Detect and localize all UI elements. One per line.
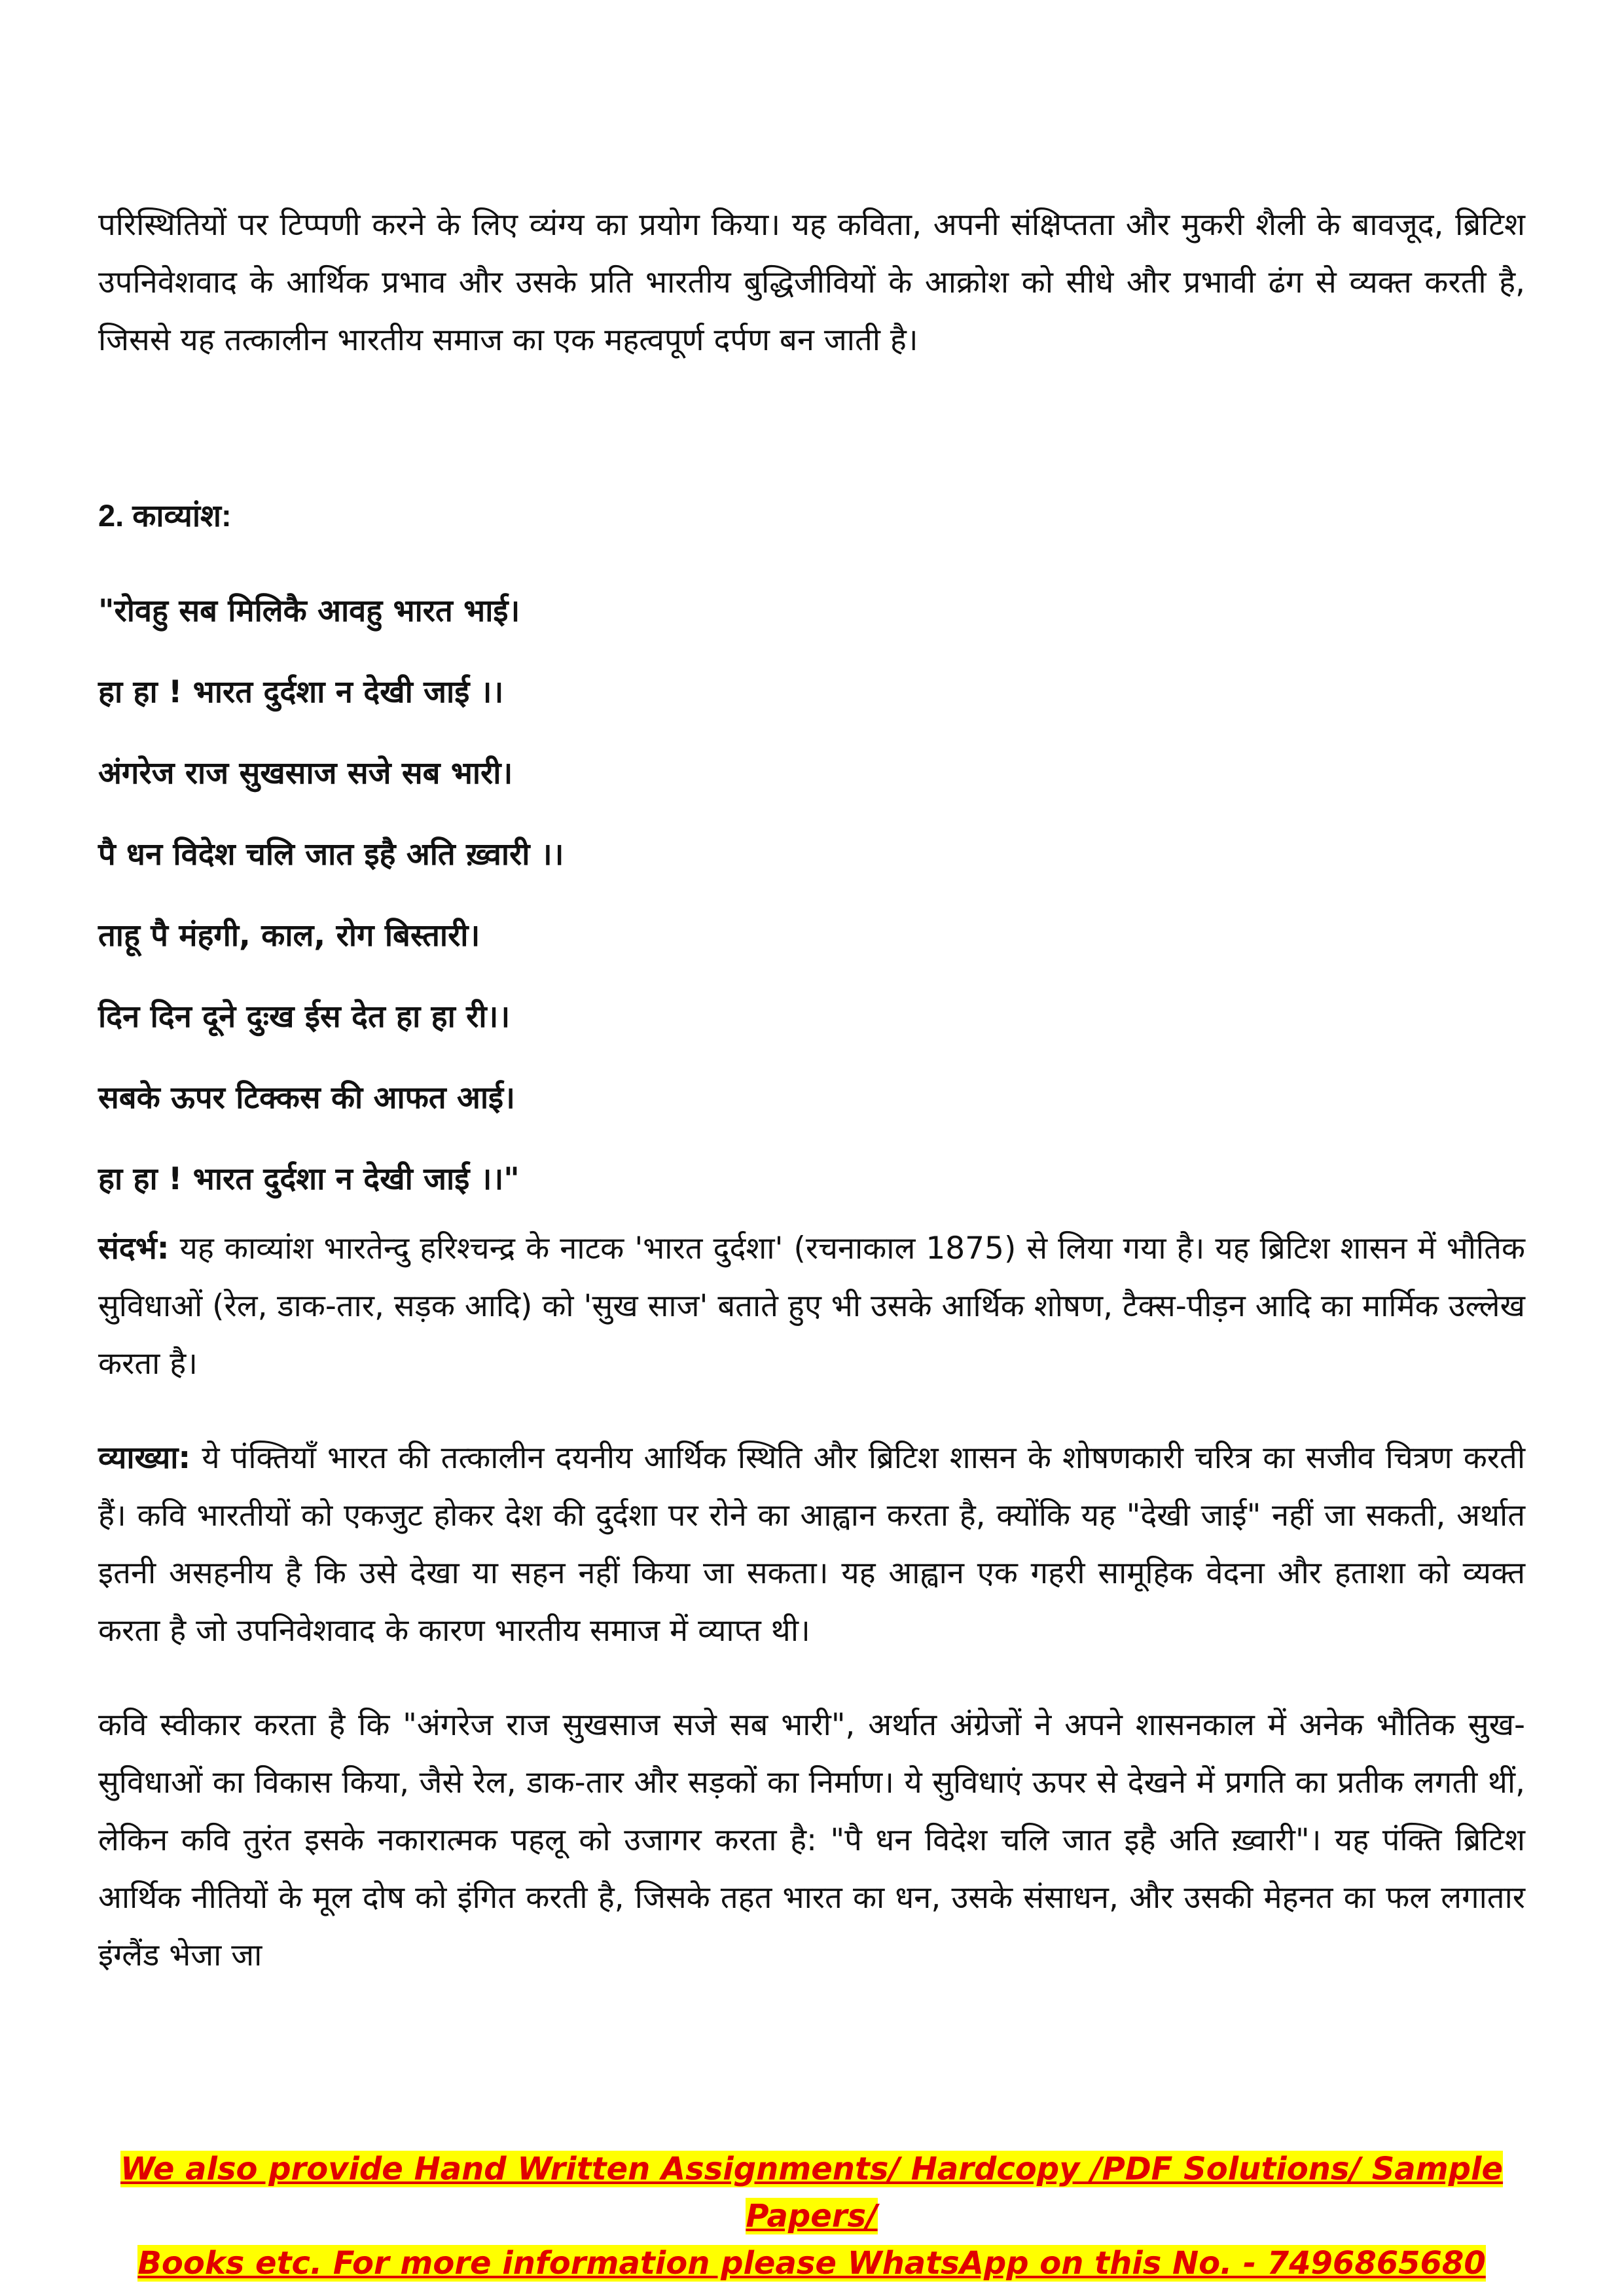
explanation-label: व्याख्या: — [98, 1440, 191, 1476]
explanation-text: ये पंक्तियाँ भारत की तत्कालीन दयनीय आर्थिक स्थिति और ब्रिटिश शासन के शोषणकारी चरित्र का सजीव चित्रण करती हैं। कवि भारतीयों को एकजुट होकर देश की दुर्दशा पर रोने का आह्वान करता है, क्योंकि यह "देखी जाई" नहीं जा सकती, अर्थात इतनी असहनीय है कि उसे देखा या सहन नहीं किया जा सकता। यह आह्वान एक गहरी सामूहिक वेदना और हताशा को व्यक्त करता है जो उपनिवेशवाद के कारण भारतीय समाज में व्याप्त थी। — [98, 1440, 1525, 1649]
verse-line: हा हा ! भारत दुर्दशा न देखी जाई ।।" — [98, 1161, 520, 1197]
verse-line: ताहू पै मंहगी, काल, रोग बिस्तारी। — [98, 918, 480, 954]
explanation-paragraph — [98, 1429, 1525, 1660]
footer-notice — [98, 2145, 1525, 2287]
footer-line-1: We also provide Hand Written Assignments/ Hardcopy /PDF Solutions/ Sample Papers/ — [120, 2151, 1504, 2234]
reference-label: संदर्भ: — [98, 1230, 170, 1266]
verse-block — [98, 571, 1525, 1220]
verse-line: दिन दिन दूने दुःख ईस देत हा हा री।। — [98, 999, 511, 1035]
section-heading: 2. काव्यांश: — [98, 498, 232, 533]
verse-line: "रोवहु सब मिलिकै आवहु भारत भाई। — [98, 593, 520, 629]
verse-line: अंगरेज राज सुखसाज सजे सब भारी। — [98, 755, 513, 791]
reference-paragraph — [98, 1220, 1525, 1393]
verse-line: हा हा ! भारत दुर्दशा न देखी जाई ।। — [98, 674, 504, 710]
intro-paragraph: परिस्थितियों पर टिप्पणी करने के लिए व्यंग्य का प्रयोग किया। यह कविता, अपनी संक्षिप्तता और मुकरी शैली के बावजूद, ब्रिटिश उपनिवेशवाद के आर्थिक प्रभाव और उसके प्रति भारतीय बुद्धिजीवियों के आक्रोश को सीधे और प्रभावी ढंग से व्यक्त करती है, जिससे यह तत्कालीन भारतीय समाज का एक महत्वपूर्ण दर्पण बन जाती है। — [98, 207, 1525, 358]
document-page — [98, 196, 1525, 1984]
reference-text: यह काव्यांश भारतेन्दु हरिश्चन्द्र के नाटक 'भारत दुर्दशा' (रचनाकाल 1875) से लिया गया है। यह ब्रिटिश शासन में भौतिक सुविधाओं (रेल, डाक-तार, सड़क आदि) को 'सुख साज' बताते हुए भी उसके आर्थिक शोषण, टैक्स-पीड़न आदि का मार्मिक उल्लेख करता है। — [98, 1230, 1525, 1382]
verse-line: सबके ऊपर टिक्कस की आफत आई। — [98, 1080, 515, 1116]
verse-line: पै धन विदेश चलि जात इहै अति ख़्वारी ।। — [98, 836, 564, 872]
final-paragraph: कवि स्वीकार करता है कि "अंगरेज राज सुखसाज सजे सब भारी", अर्थात अंग्रेजों ने अपने शासनकाल में अनेक भौतिक सुख-सुविधाओं का विकास किया, जैसे रेल, डाक-तार और सड़कों का निर्माण। ये सुविधाएं ऊपर से देखने में प्रगति का प्रतीक लगती थीं, लेकिन कवि तुरंत इसके नकारात्मक पहलू को उजागर करता है: "पै धन विदेश चलि जात इहै अति ख़्वारी"। यह पंक्ति ब्रिटिश आर्थिक नीतियों के मूल दोष को इंगित करती है, जिसके तहत भारत का धन, उसके संसाधन, और उसकी मेहनत का फल लगातार इंग्लैंड भेजा जा — [98, 1707, 1525, 1973]
footer-line-2: Books etc. For more information please WhatsApp on this No. - 7496865680 — [137, 2245, 1486, 2282]
